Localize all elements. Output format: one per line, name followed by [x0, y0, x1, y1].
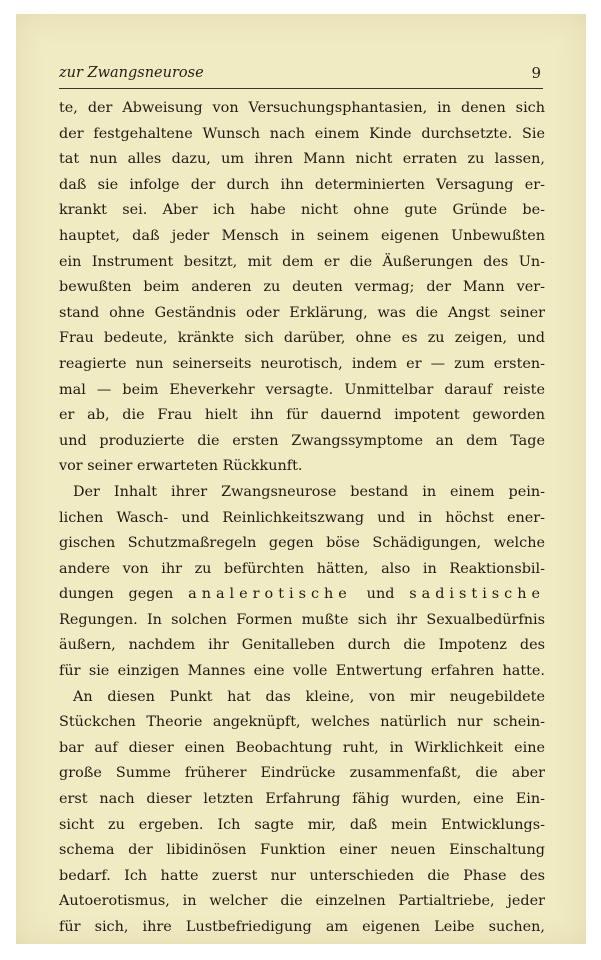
text-line: äußern, nachdem ihr Genitalleben durch die Impotenz des	[59, 637, 545, 654]
text-line: Der Inhalt ihrer Zwangsneurose bestand in einem pein-	[73, 483, 545, 500]
text-line: Regungen. In solchen Formen mußte sich ihr Sexualbedürfnis	[59, 611, 545, 628]
text-line: für sie einzigen Mannes eine volle Entwertung erfahren hatte.	[59, 663, 545, 680]
text-line: Stückchen Theorie angeknüpft, welches natürlich nur schein-	[59, 714, 545, 731]
text-line: daß sie infolge der durch ihn determinierten Versagung er-	[59, 176, 545, 193]
text-line-spaced	[59, 582, 545, 608]
page-number: 9	[531, 64, 541, 82]
page-header	[59, 64, 543, 89]
text-line: mal — beim Eheverkehr versagte. Unmittelbar darauf reiste	[59, 381, 545, 398]
running-title: zur Zwangsneurose	[59, 65, 204, 81]
text-line: vor seiner erwarteten Rückkunft.	[59, 458, 303, 475]
text-line: An diesen Punkt hat das kleine, von mir neugebildete	[73, 688, 545, 705]
text-line: andere von ihr zu befürchten hätten, also in Reaktionsbil-	[59, 560, 545, 577]
text-line: stand ohne Geständnis oder Erklärung, was die Angst seiner	[59, 304, 545, 321]
text-line: hauptet, daß jeder Mensch in seinem eigenen Unbewußten	[59, 227, 545, 244]
text-line: ein Instrument besitzt, mit dem er die Äußerungen des Un-	[59, 253, 545, 270]
text-line: te, der Abweisung von Versuchungsphantasien, in denen sich	[59, 100, 545, 116]
text-line: gischen Schutzmaßregeln gegen böse Schädigungen, welche	[59, 535, 545, 552]
book-page	[16, 14, 586, 944]
text-word: dungen gegen	[59, 586, 174, 603]
spaced-word-sadistische: sadistische	[409, 586, 546, 603]
body-text	[59, 96, 545, 941]
text-word: und	[366, 586, 395, 603]
text-line: bedarf. Ich hatte zuerst nur unterschieden die Phase des	[59, 867, 545, 884]
text-line: tat nun alles dazu, um ihren Mann nicht erraten zu lassen,	[59, 151, 545, 168]
text-line: er ab, die Frau hielt ihn für dauernd impotent geworden	[59, 407, 545, 424]
text-line: der festgehaltene Wunsch nach einem Kinde durchsetzte. Sie	[59, 125, 545, 142]
text-line: bar auf dieser einen Beobachtung ruht, in Wirklichkeit eine	[59, 739, 545, 756]
text-line: und produzierte die ersten Zwangssymptome an dem Tage	[59, 432, 545, 449]
text-line: bewußten beim anderen zu deuten vermag; der Mann ver-	[59, 279, 545, 296]
text-line: Autoerotismus, in welcher die einzelnen Partialtriebe, jeder	[59, 893, 545, 910]
text-line: sicht zu ergeben. Ich sagte mir, daß mein Entwicklungs-	[59, 816, 545, 833]
text-line: krankt sei. Aber ich habe nicht ohne gute Gründe be-	[59, 202, 545, 219]
text-line: Frau bedeute, kränkte sich darüber, ohne es zu zeigen, und	[59, 330, 545, 347]
text-line: schema der libidinösen Funktion einer neuen Einschaltung	[59, 842, 545, 859]
text-line: große Summe früherer Eindrücke zusammenfaßt, die aber	[59, 765, 545, 782]
text-line: lichen Wasch- und Reinlichkeitszwang und in höchst ener-	[59, 509, 545, 526]
spaced-word-analerotische: analerotische	[188, 586, 352, 603]
text-line: reagierte nun seinerseits neurotisch, indem er — zum ersten-	[59, 355, 545, 372]
text-line: erst nach dieser letzten Erfahrung fähig wurden, eine Ein-	[59, 791, 545, 808]
text-line: für sich, ihre Lustbefriedigung am eigenen Leibe suchen,	[59, 919, 545, 935]
